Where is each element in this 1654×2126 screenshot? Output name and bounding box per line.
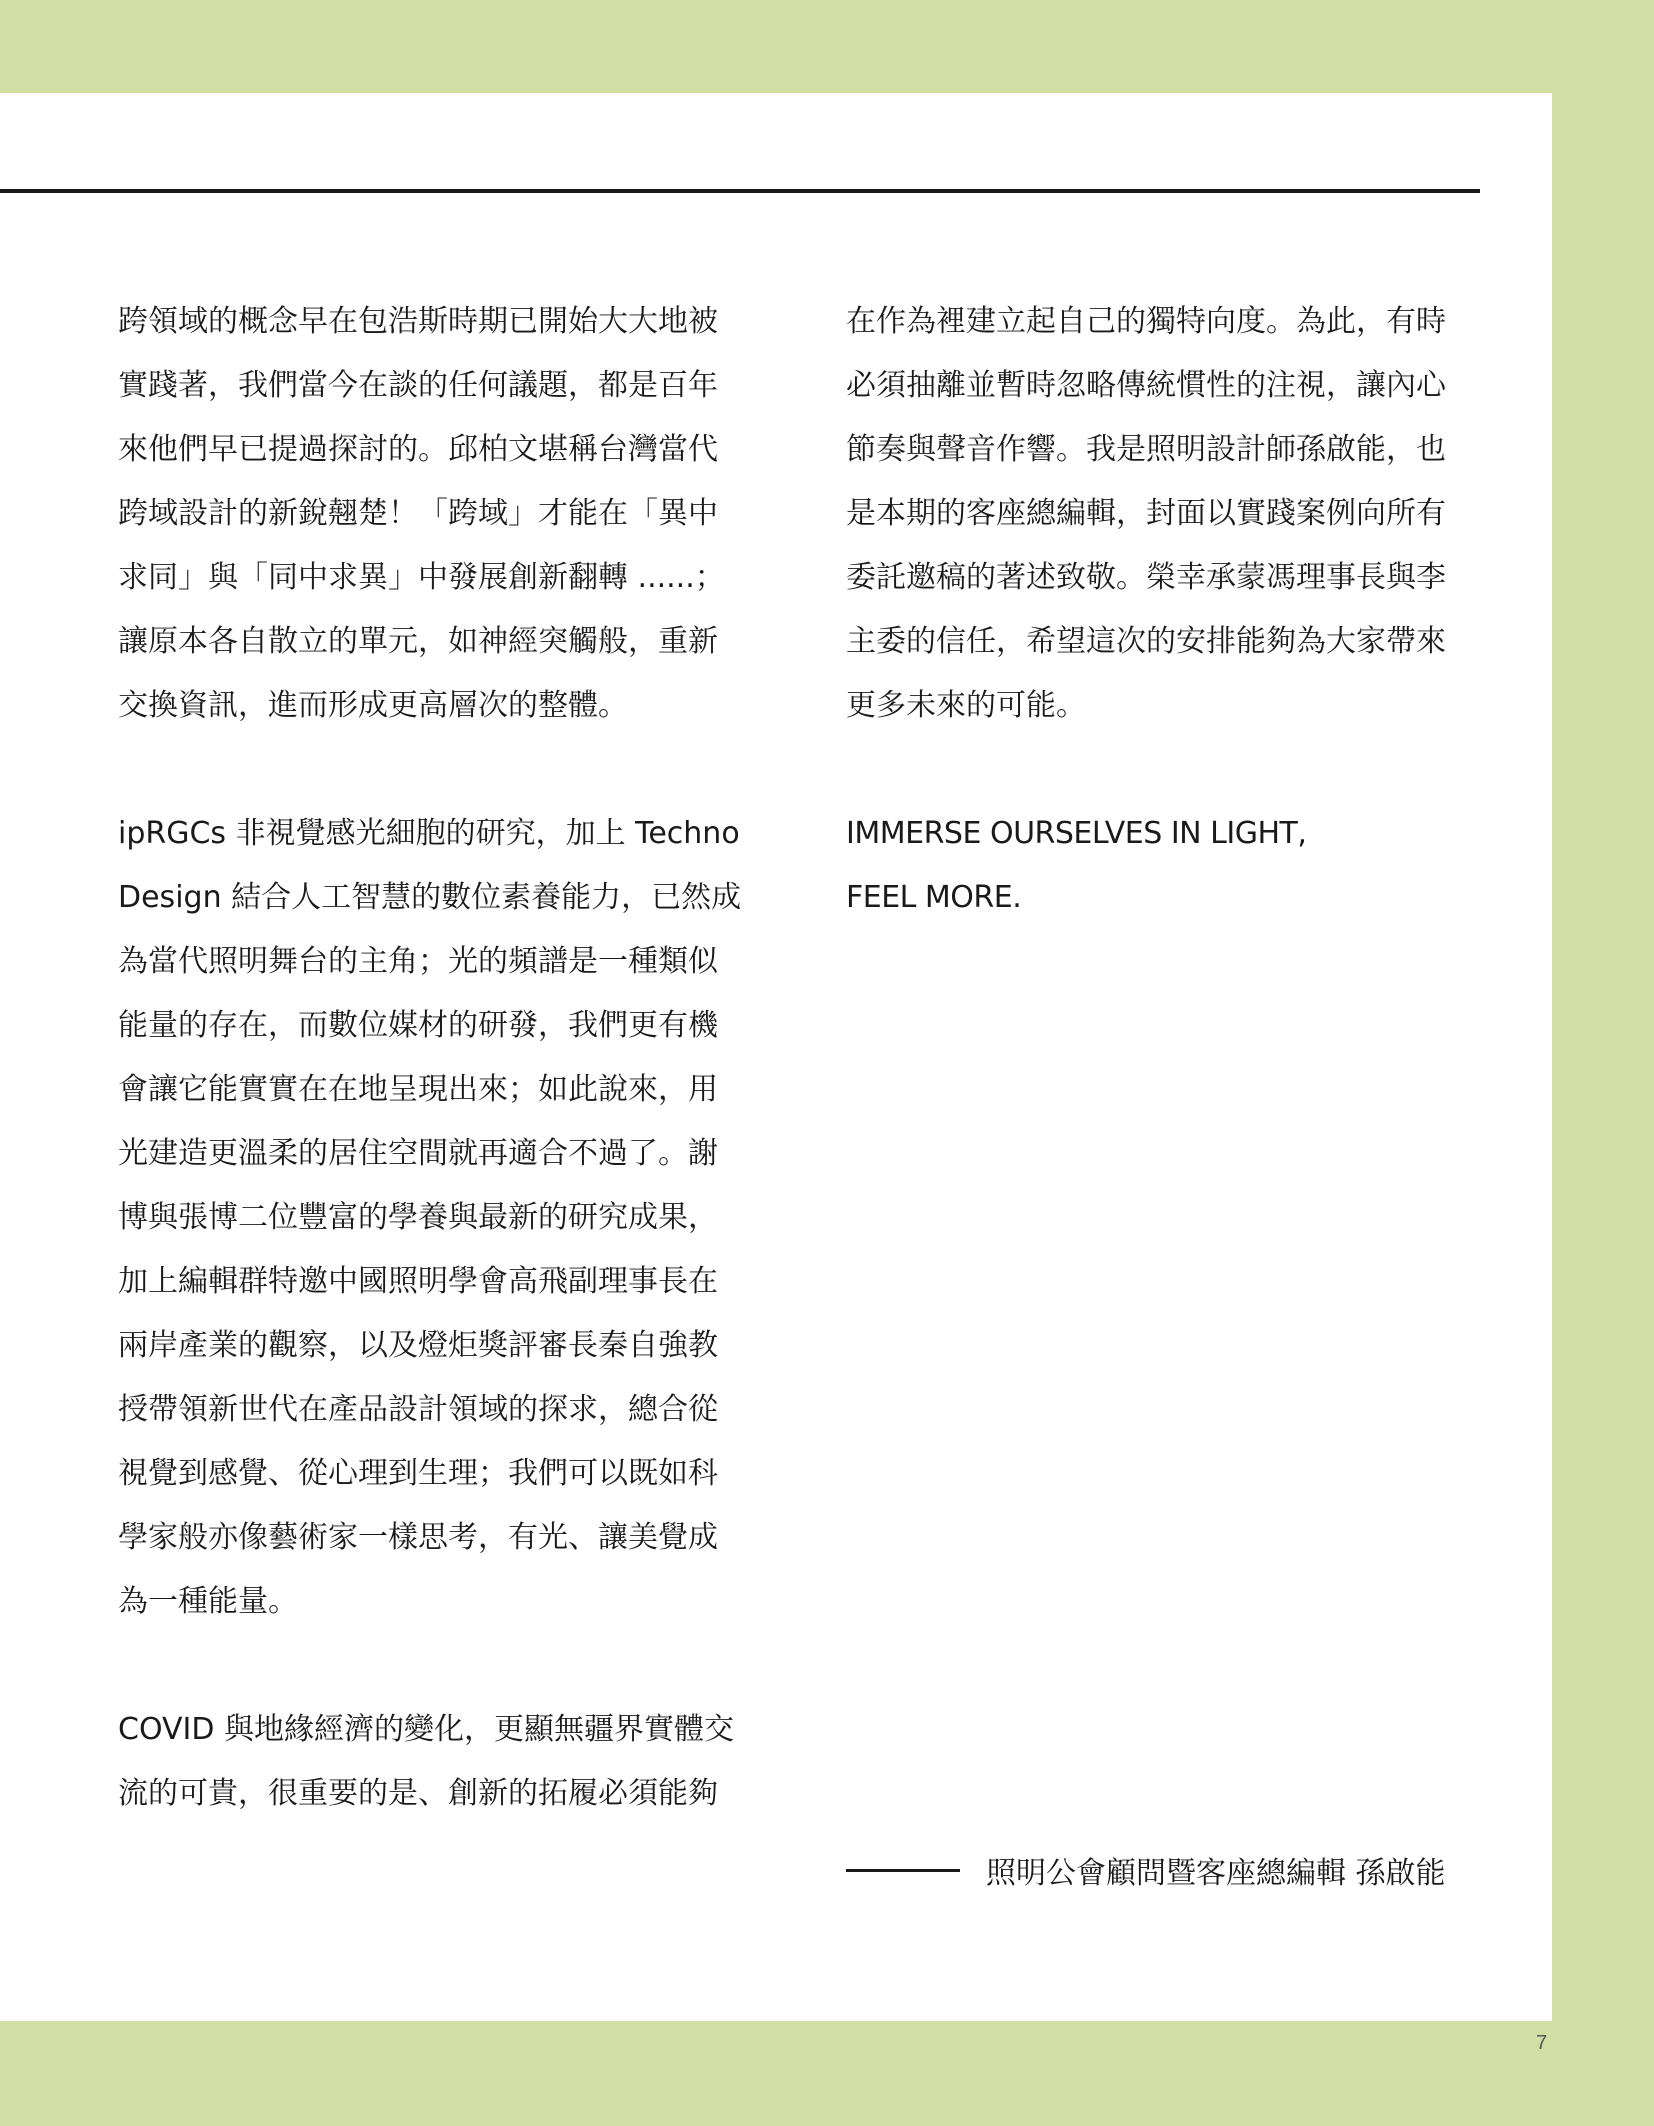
text-line: 加上編輯群特邀中國照明學會高飛副理事長在 [118, 1264, 718, 1299]
text-line: 授帶領新世代在產品設計領域的探求，總合從 [118, 1392, 718, 1427]
top-rule [0, 189, 1480, 193]
paragraph-covid [118, 1698, 758, 1826]
text-line: 博與張博二位豐富的學養與最新的研究成果， [118, 1200, 718, 1235]
page-number: 7 [1536, 2032, 1548, 2054]
text-line: 是本期的客座總編輯，封面以實踐案例向所有 [846, 496, 1446, 531]
signature-dash [846, 1869, 960, 1872]
text-line: 跨領域的概念早在包浩斯時期已開始大大地被 [118, 304, 718, 339]
signature-text: 照明公會顧問暨客座總編輯 孫啟能 [986, 1856, 1446, 1891]
slogan-line: IMMERSE OURSELVES IN LIGHT, [846, 816, 1307, 851]
slogan [846, 802, 1486, 930]
right-column [846, 290, 1486, 930]
text-line: 在作為裡建立起自己的獨特向度。為此，有時 [846, 304, 1446, 339]
text-line: 來他們早已提過探討的。邱柏文堪稱台灣當代 [118, 432, 718, 467]
text-line: 為一種能量。 [118, 1584, 298, 1619]
left-column [118, 290, 758, 1890]
text-line: 跨域設計的新銳翹楚！「跨域」才能在「異中 [118, 496, 718, 531]
text-line: 主委的信任，希望這次的安排能夠為大家帶來 [846, 624, 1446, 659]
text-line: 兩岸產業的觀察，以及燈炬獎評審長秦自強教 [118, 1328, 718, 1363]
text-line: 會讓它能實實在在地呈現出來；如此說來，用 [118, 1072, 718, 1107]
paragraph-continuation [846, 290, 1486, 738]
text-line: COVID 與地緣經濟的變化，更顯無疆界實體交 [118, 1712, 735, 1747]
text-line: 更多未來的可能。 [846, 688, 1086, 723]
text-line: 實踐著，我們當今在談的任何議題，都是百年 [118, 368, 718, 403]
text-line: 流的可貴，很重要的是、創新的拓履必須能夠 [118, 1776, 718, 1811]
text-line: 必須抽離並暫時忽略傳統慣性的注視，讓內心 [846, 368, 1446, 403]
text-line: 交換資訊，進而形成更高層次的整體。 [118, 688, 628, 723]
paragraph-interdisciplinary [118, 290, 758, 738]
text-line: Design 結合人工智慧的數位素養能力，已然成 [118, 880, 742, 915]
text-line: ipRGCs 非視覺感光細胞的研究，加上 Techno [118, 816, 740, 851]
text-line: 節奏與聲音作響。我是照明設計師孫啟能，也 [846, 432, 1446, 467]
text-line: 視覺到感覺、從心理到生理；我們可以既如科 [118, 1456, 718, 1491]
text-line: 能量的存在，而數位媒材的研發，我們更有機 [118, 1008, 718, 1043]
signature [846, 1838, 1446, 1902]
text-line: 讓原本各自散立的單元，如神經突觸般，重新 [118, 624, 718, 659]
text-line: 委託邀稿的著述致敬。榮幸承蒙馮理事長與李 [846, 560, 1446, 595]
text-line: 光建造更溫柔的居住空間就再適合不過了。謝 [118, 1136, 718, 1171]
paragraph-iprgcs [118, 802, 758, 1634]
text-line: 求同」與「同中求異」中發展創新翻轉 ......； [118, 560, 725, 595]
slogan-line: FEEL MORE. [846, 880, 1022, 915]
text-line: 學家般亦像藝術家一樣思考，有光、讓美覺成 [118, 1520, 718, 1555]
text-line: 為當代照明舞台的主角；光的頻譜是一種類似 [118, 944, 718, 979]
